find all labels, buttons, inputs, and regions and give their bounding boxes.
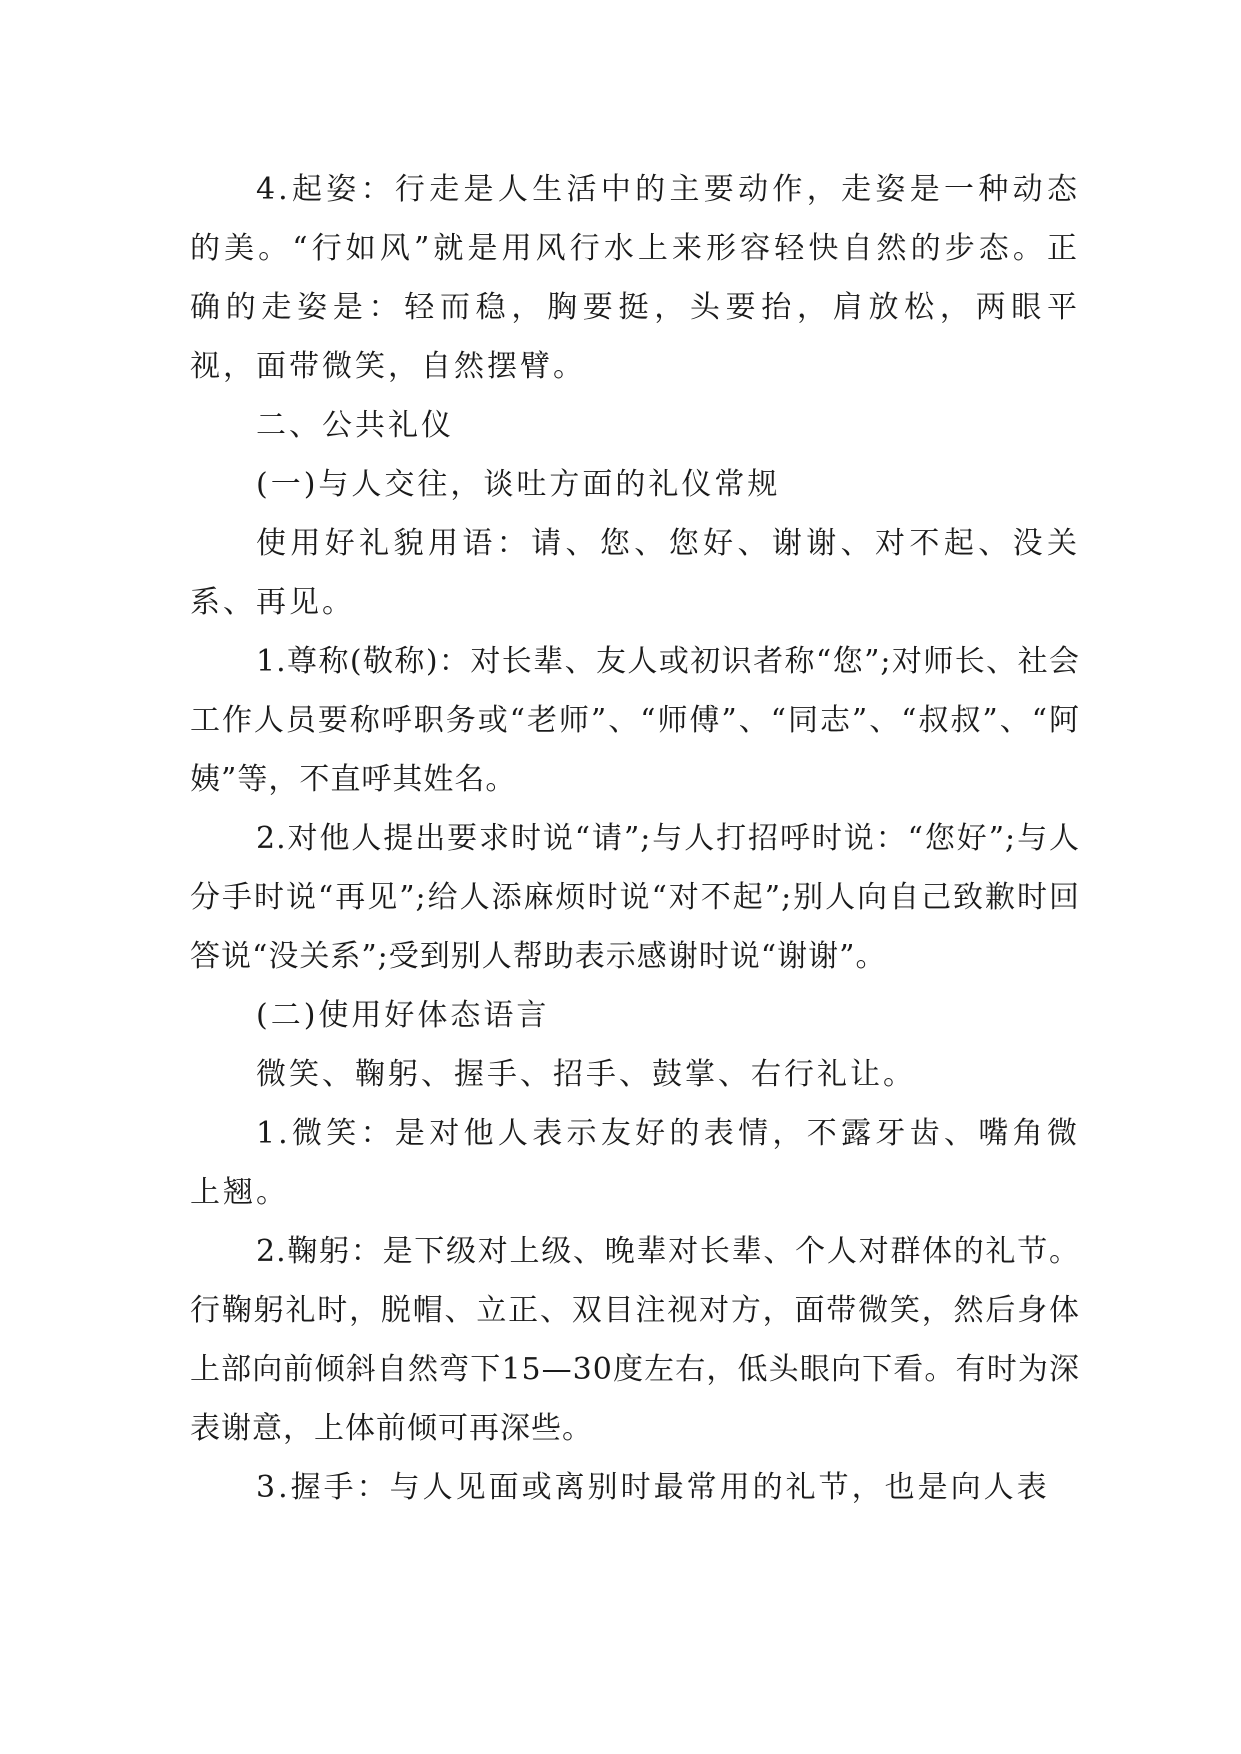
- paragraph-walking-posture: 4.起姿：行走是人生活中的主要动作，走姿是一种动态的美。“行如风”就是用风行水上来形容轻快自然的步态。正确的走姿是：轻而稳，胸要挺，头要抬，肩放松，两眼平视，面带微笑，自然摆臂。: [190, 172, 1080, 384]
- heading-public-etiquette: 二、公共礼仪: [256, 408, 454, 443]
- paragraph-polite-words: 使用好礼貌用语：请、您、您好、谢谢、对不起、没关系、再见。: [190, 526, 1080, 620]
- paragraph-bow: 2.鞠躬：是下级对上级、晚辈对长辈、个人对群体的礼节。行鞠躬礼时，脱帽、立正、双目注视对方，面带微笑，然后身体上部向前倾斜自然弯下15—30度左右，低头眼向下看。有时为深表谢意，上体前倾可再深些。: [190, 1234, 1080, 1446]
- subheading-conversation-etiquette: (一)与人交往，谈吐方面的礼仪常规: [256, 467, 781, 502]
- paragraph-handshake: 3.握手：与人见面或离别时最常用的礼节，也是向人表: [256, 1470, 1050, 1505]
- document-body: [190, 160, 1080, 1517]
- paragraph-honorifics: 1.尊称(敬称)：对长辈、友人或初识者称“您”;对师长、社会工作人员要称呼职务或“老师”、“师傅”、“同志”、“叔叔”、“阿姨”等，不直呼其姓名。: [190, 644, 1080, 797]
- paragraph-body-language-list: 微笑、鞠躬、握手、招手、鼓掌、右行礼让。: [256, 1057, 916, 1092]
- paragraph-polite-phrases: 2.对他人提出要求时说“请”;与人打招呼时说：“您好”;与人分手时说“再见”;给人添麻烦时说“对不起”;别人向自己致歉时回答说“没关系”;受到别人帮助表示感谢时说“谢谢”。: [190, 821, 1080, 974]
- paragraph-smile: 1.微笑：是对他人表示友好的表情，不露牙齿、嘴角微上翘。: [190, 1116, 1080, 1210]
- subheading-body-language: (二)使用好体态语言: [256, 998, 550, 1033]
